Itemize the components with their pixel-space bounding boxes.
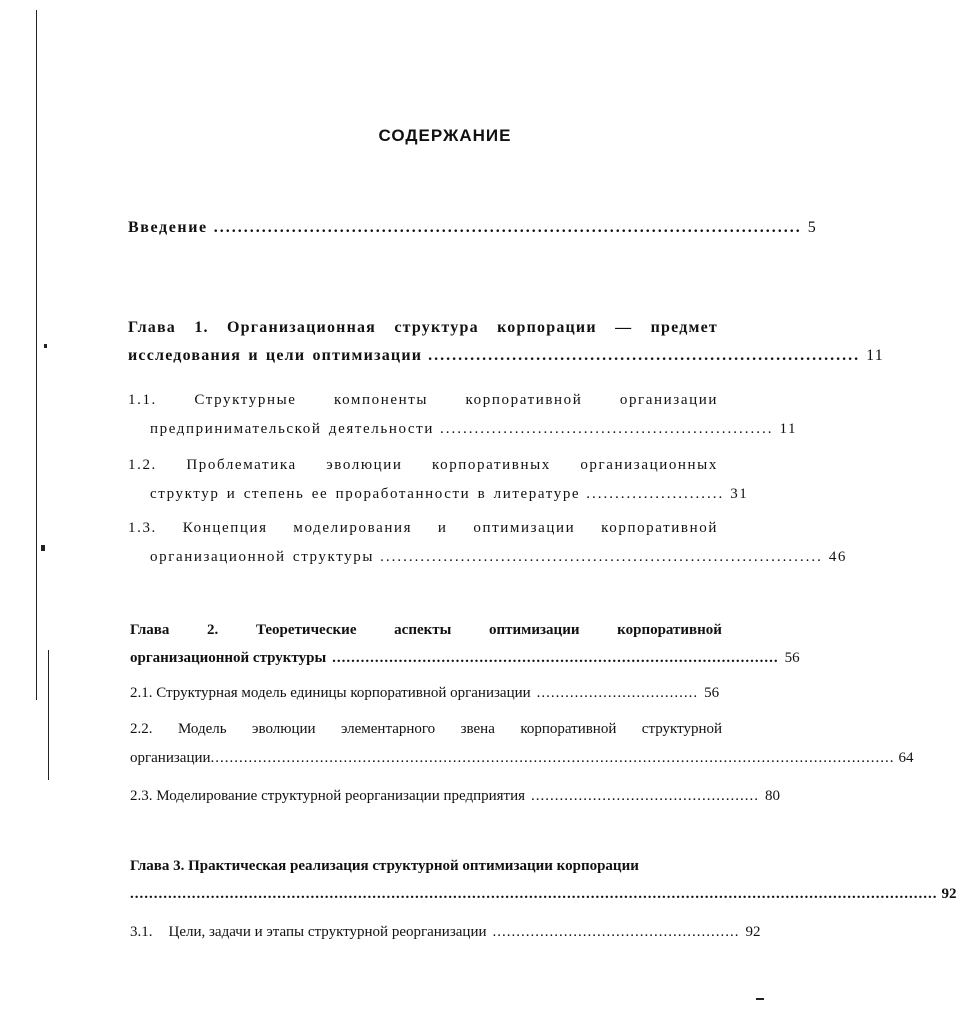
toc-page-number: 80 [765,788,781,804]
dot-leader: .......................................................... [439,421,774,437]
toc-label: Цели, задачи и этапы структурной реорганизации [168,924,487,940]
word: корпоративной [601,520,718,536]
toc-page-number: 56 [784,650,800,666]
word: организационных [580,457,718,473]
word: корпоративной [465,392,583,408]
word: структурной [641,721,722,737]
toc-section-2-3[interactable] [130,786,781,806]
word: структура [394,319,479,336]
word: Организационная [227,319,377,336]
toc-page-number: 5 [807,219,818,236]
page-title: СОДЕРЖАНИЕ [378,126,512,145]
scan-speck [41,545,45,551]
toc-label: 2.3. Моделирование структурной реорганизации предприятия [130,788,526,804]
toc-section-1-2-cont[interactable] [150,484,749,504]
toc-chapter-2-heading-cont[interactable] [130,648,800,668]
dot-leader: .......................................................................................................................................................................... [130,886,938,902]
scan-speck [756,998,764,1000]
word: аспекты [394,622,452,638]
word: Проблематика [186,457,297,473]
toc-label: организации [130,750,211,766]
word: элементарного [340,721,436,737]
word: 1.3. [128,520,157,536]
word: 1.2. [128,457,157,473]
dot-leader: ................................................................................................................................................ [210,750,895,766]
word: корпоративной [617,622,722,638]
word: корпорации [497,319,597,336]
toc-label: исследования и цели оптимизации [128,347,423,364]
scan-edge-line [36,10,37,700]
word: корпоративных [431,457,551,473]
dot-leader: .................................................... [492,924,740,940]
dot-leader: .................................................................................................. [213,219,802,236]
word: Концепция [182,520,268,536]
word: эволюции [252,721,316,737]
toc-section-1-1[interactable] [128,390,718,410]
toc-section-2-2[interactable] [130,719,722,739]
word: Структурные [194,392,297,408]
toc-section-2-1[interactable] [130,683,718,703]
scan-edge-line [48,650,49,780]
word: эволюции [326,457,403,473]
toc-page-number: 92 [941,886,957,902]
toc-section-1-1-cont[interactable] [150,419,798,439]
toc-section-number: 3.1. [130,924,153,940]
word: Теоретические [255,622,357,638]
toc-page-number: 46 [828,549,848,565]
toc-section-1-3-cont[interactable] [150,547,848,567]
toc-page-number: 56 [704,685,720,701]
word: Модель [177,721,227,737]
dot-leader: .................................. [536,685,699,701]
toc-label: Введение [128,219,208,236]
word: и [437,520,448,536]
toc-chapter-1-heading[interactable] [128,318,718,338]
toc-page-number: 11 [779,421,798,437]
word: — [615,319,633,336]
word: 2.2. [130,721,153,737]
dot-leader: ................................................ [531,788,760,804]
word: Глава [130,622,170,638]
toc-chapter-3-heading[interactable] [130,856,722,876]
toc-section-1-3[interactable] [128,518,718,538]
word: компоненты [333,392,429,408]
toc-chapter-1-heading-cont[interactable] [128,346,884,366]
word: 2. [207,622,219,638]
toc-page-number: 92 [745,924,761,940]
toc-page-number: 64 [898,750,914,766]
toc-section-1-2[interactable] [128,455,718,475]
toc-page-number: 31 [730,486,749,502]
toc-chapter-2-heading[interactable] [130,620,722,640]
toc-page-number: 11 [866,347,884,364]
word: оптимизации [473,520,576,536]
word: звена [460,721,495,737]
toc-label: структур и степень ее проработанности в литературе [150,486,581,502]
toc-section-2-2-cont[interactable] [130,748,914,768]
word: Глава [128,319,176,336]
toc-entry-introduction[interactable] [128,218,818,238]
word: организации [619,392,718,408]
dot-leader: ............................................................................. [380,549,823,565]
toc-section-3-1[interactable] [130,922,761,942]
toc-label: предпринимательской деятельности [150,421,434,437]
word: 1. [194,319,209,336]
dot-leader: ........................ [586,486,725,502]
scan-speck [44,344,47,348]
toc-label: 2.1. Структурная модель единицы корпоративной организации [130,685,531,701]
dot-leader: .............................................................................................. [332,650,779,666]
word: корпоративной [520,721,617,737]
toc-label: Глава 3. Практическая реализация структурной оптимизации корпорации [130,858,639,874]
toc-label: организационной структуры [150,549,375,565]
word: предмет [650,319,718,336]
word: 1.1. [128,392,157,408]
dot-leader: ........................................................................ [428,347,861,364]
word: оптимизации [489,622,580,638]
toc-label: организационной структуры [130,650,327,666]
toc-chapter-3-heading-cont[interactable] [130,884,957,904]
word: моделирования [293,520,413,536]
